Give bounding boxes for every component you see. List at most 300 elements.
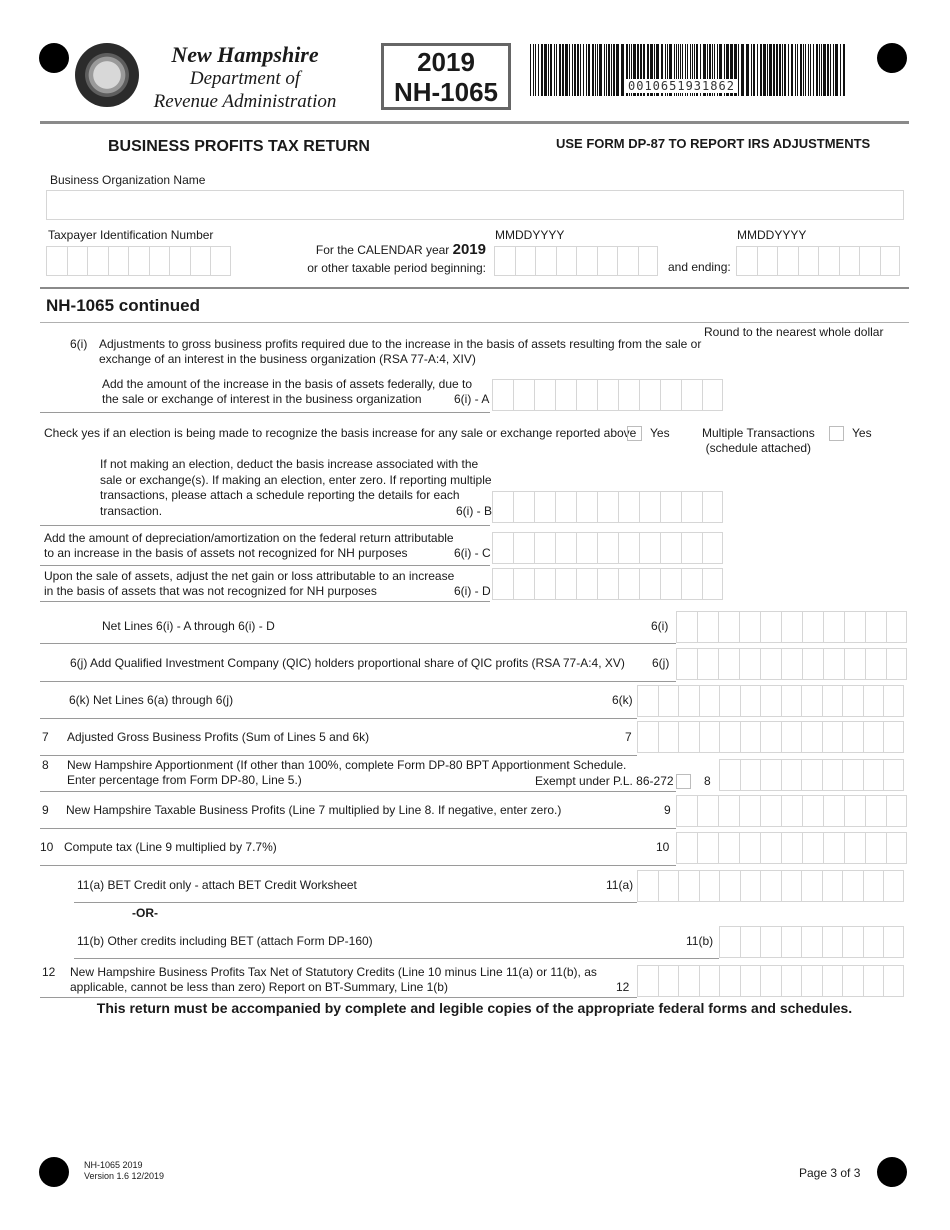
digit-cell[interactable] <box>842 965 863 997</box>
digit-cell[interactable] <box>697 832 718 864</box>
rule-8 <box>40 791 676 792</box>
line-11a-amount-field[interactable] <box>637 870 904 902</box>
digit-cell[interactable] <box>777 246 798 276</box>
rule-6iB <box>40 525 490 526</box>
section-divider <box>40 287 909 289</box>
barcode-bar <box>776 44 778 96</box>
digit-cell[interactable] <box>534 491 555 523</box>
barcode-bar <box>595 44 596 96</box>
barcode-bar <box>803 44 804 96</box>
digit-cell[interactable] <box>169 246 190 276</box>
digit-cell[interactable] <box>660 532 681 564</box>
org-name-label: Business Organization Name <box>50 173 206 187</box>
digit-cell[interactable] <box>781 926 802 958</box>
line-10-amount-field[interactable] <box>676 832 907 864</box>
line-12-amount-field[interactable] <box>637 965 904 997</box>
digit-cell[interactable] <box>801 721 822 753</box>
digit-cell[interactable] <box>781 870 802 902</box>
barcode-bar <box>833 44 834 96</box>
digit-cell[interactable] <box>886 648 907 680</box>
line-6iC-code: 6(i) - C <box>454 546 491 560</box>
barcode-bar <box>797 44 798 96</box>
barcode-bar <box>795 44 796 96</box>
digit-cell[interactable] <box>660 491 681 523</box>
digit-cell[interactable] <box>676 795 697 827</box>
line-6iD-desc-1: Upon the sale of assets, adjust the net gain or loss attributable to an increase <box>44 569 455 583</box>
line-6iA-desc-1: Add the amount of the increase in the basis of assets federally, due to <box>102 377 473 391</box>
net-6i-amount-field[interactable] <box>676 611 907 643</box>
digit-cell[interactable] <box>576 532 597 564</box>
digit-cell[interactable] <box>534 532 555 564</box>
digit-cell[interactable] <box>801 926 822 958</box>
net-6i-description: Net Lines 6(i) - A through 6(i) - D <box>102 619 275 633</box>
line-6k-amount-field[interactable] <box>637 685 904 717</box>
digit-cell[interactable] <box>637 685 658 717</box>
digit-cell[interactable] <box>681 491 702 523</box>
line-6j-code: 6(j) <box>652 656 670 670</box>
digit-cell[interactable] <box>865 795 886 827</box>
digit-cell[interactable] <box>883 759 904 791</box>
registration-mark-top-right <box>877 43 907 73</box>
digit-cell[interactable] <box>760 870 781 902</box>
barcode-bar <box>835 44 838 96</box>
tin-label: Taxpayer Identification Number <box>48 228 214 242</box>
line-9-code: 9 <box>664 803 671 817</box>
digit-cell[interactable] <box>513 491 534 523</box>
federal-forms-notice: This return must be accompanied by complete and legible copies of the appropriate federal forms and schedules. <box>96 1000 853 1016</box>
rule-12 <box>40 997 637 998</box>
barcode-bar <box>608 44 610 96</box>
digit-cell[interactable] <box>678 721 699 753</box>
line-11a-description: 11(a) BET Credit only - attach BET Credit Worksheet <box>77 878 357 892</box>
digit-cell[interactable] <box>718 795 739 827</box>
rule-11a <box>74 902 637 903</box>
barcode-bar <box>813 44 814 96</box>
digit-cell[interactable] <box>859 246 880 276</box>
barcode-bar <box>530 44 531 96</box>
calendar-year-prefix: For the CALENDAR year <box>315 243 453 257</box>
digit-cell[interactable] <box>760 721 781 753</box>
digit-cell[interactable] <box>822 965 843 997</box>
form-year: 2019 <box>417 47 475 77</box>
digit-cell[interactable] <box>822 759 843 791</box>
barcode-bar <box>827 44 829 96</box>
line-6iD-description <box>44 569 454 599</box>
digit-cell[interactable] <box>190 246 211 276</box>
digit-cell[interactable] <box>658 685 679 717</box>
digit-cell[interactable] <box>760 648 781 680</box>
calendar-year-label <box>252 242 486 258</box>
digit-cell[interactable] <box>637 870 658 902</box>
digit-cell[interactable] <box>842 759 863 791</box>
digit-cell[interactable] <box>880 246 901 276</box>
tin-field[interactable] <box>46 246 231 276</box>
digit-cell[interactable] <box>576 379 597 411</box>
digit-cell[interactable] <box>534 568 555 600</box>
digit-cell[interactable] <box>740 870 761 902</box>
digit-cell[interactable] <box>678 965 699 997</box>
multiple-transactions-line-1: Multiple Transactions <box>702 426 815 440</box>
digit-cell[interactable] <box>681 532 702 564</box>
header-divider <box>40 121 909 124</box>
digit-cell[interactable] <box>639 568 660 600</box>
digit-cell[interactable] <box>639 532 660 564</box>
line-9-amount-field[interactable] <box>676 795 907 827</box>
digit-cell[interactable] <box>886 611 907 643</box>
digit-cell[interactable] <box>597 532 618 564</box>
digit-cell[interactable] <box>702 532 723 564</box>
digit-cell[interactable] <box>494 246 515 276</box>
rule-6iD <box>40 601 490 602</box>
digit-cell[interactable] <box>822 926 843 958</box>
digit-cell[interactable] <box>555 568 576 600</box>
digit-cell[interactable] <box>802 648 823 680</box>
line-6iD-desc-2: in the basis of assets that was not recognized for NH purposes <box>44 584 377 598</box>
line-6iB-desc-1: If not making an election, deduct the basis increase associated with the <box>100 457 479 471</box>
digit-cell[interactable] <box>676 832 697 864</box>
barcode-bar <box>753 44 755 96</box>
digit-cell[interactable] <box>823 648 844 680</box>
digit-cell[interactable] <box>149 246 170 276</box>
and-ending-label: and ending: <box>668 260 731 274</box>
digit-cell[interactable] <box>676 611 697 643</box>
digit-cell[interactable] <box>883 870 904 902</box>
digit-cell[interactable] <box>597 246 618 276</box>
line-6j-description: 6(j) Add Qualified Investment Company (QIC) holders proportional share of QIC profits (RSA 77-A:4, XV) <box>70 656 625 670</box>
digit-cell[interactable] <box>801 685 822 717</box>
digit-cell[interactable] <box>638 246 659 276</box>
digit-cell[interactable] <box>699 685 720 717</box>
line-6i-desc-1: Adjustments to gross business profits required due to the increase in the basis of assets resulting from the sale or <box>99 337 702 351</box>
line-9-description: New Hampshire Taxable Business Profits (Line 7 multiplied by Line 8. If negative, enter zero.) <box>66 803 562 817</box>
registration-mark-top-left <box>39 43 69 73</box>
digit-cell[interactable] <box>740 759 761 791</box>
digit-cell[interactable] <box>818 246 839 276</box>
line-6iC-amount-field[interactable] <box>492 532 723 564</box>
line-12-desc-1: New Hampshire Business Profits Tax Net of Statutory Credits (Line 10 minus Line 11(a) or 11(b), as <box>70 965 597 979</box>
digit-cell[interactable] <box>678 870 699 902</box>
barcode-bar <box>805 44 806 96</box>
digit-cell[interactable] <box>658 965 679 997</box>
digit-cell[interactable] <box>801 870 822 902</box>
barcode-bar <box>788 44 789 96</box>
digit-cell[interactable] <box>618 532 639 564</box>
or-separator: -OR- <box>132 906 158 920</box>
digit-cell[interactable] <box>718 832 739 864</box>
digit-cell[interactable] <box>863 870 884 902</box>
state-seal-icon <box>75 43 139 107</box>
digit-cell[interactable] <box>515 246 536 276</box>
line-8-exempt-checkbox[interactable] <box>676 774 691 789</box>
barcode-bar <box>810 44 811 96</box>
digit-cell[interactable] <box>822 685 843 717</box>
line-10-code: 10 <box>656 840 670 854</box>
digit-cell[interactable] <box>844 611 865 643</box>
barcode-bar <box>738 44 739 96</box>
form-year-box <box>381 43 511 110</box>
digit-cell[interactable] <box>618 491 639 523</box>
digit-cell[interactable] <box>718 611 739 643</box>
digit-cell[interactable] <box>697 648 718 680</box>
rule-7 <box>40 755 637 756</box>
rule-6iC <box>40 565 490 566</box>
digit-cell[interactable] <box>781 759 802 791</box>
election-yes-checkbox[interactable] <box>627 426 642 441</box>
digit-cell[interactable] <box>844 832 865 864</box>
digit-cell[interactable] <box>739 648 760 680</box>
digit-cell[interactable] <box>863 685 884 717</box>
digit-cell[interactable] <box>658 870 679 902</box>
digit-cell[interactable] <box>760 759 781 791</box>
digit-cell[interactable] <box>822 870 843 902</box>
digit-cell[interactable] <box>757 246 778 276</box>
digit-cell[interactable] <box>639 491 660 523</box>
multiple-transactions-yes-label: Yes <box>852 426 872 440</box>
digit-cell[interactable] <box>865 648 886 680</box>
digit-cell[interactable] <box>839 246 860 276</box>
digit-cell[interactable] <box>697 611 718 643</box>
digit-cell[interactable] <box>46 246 67 276</box>
digit-cell[interactable] <box>597 568 618 600</box>
multiple-transactions-checkbox[interactable] <box>829 426 844 441</box>
digit-cell[interactable] <box>658 721 679 753</box>
digit-cell[interactable] <box>719 685 740 717</box>
digit-cell[interactable] <box>597 491 618 523</box>
line-8-number: 8 <box>42 758 49 772</box>
digit-cell[interactable] <box>676 648 697 680</box>
digit-cell[interactable] <box>492 568 513 600</box>
line-7-code: 7 <box>625 730 632 744</box>
digit-cell[interactable] <box>128 246 149 276</box>
digit-cell[interactable] <box>513 568 534 600</box>
barcode-bar <box>779 44 781 96</box>
digit-cell[interactable] <box>492 379 513 411</box>
form-number: NH-1065 <box>393 77 499 107</box>
digit-cell[interactable] <box>719 926 740 958</box>
digit-cell[interactable] <box>883 965 904 997</box>
digit-cell[interactable] <box>67 246 88 276</box>
barcode-bar <box>769 44 772 96</box>
digit-cell[interactable] <box>781 795 802 827</box>
digit-cell[interactable] <box>823 795 844 827</box>
line-6iA-desc-2: the sale or exchange of interest in the business organization <box>102 392 422 406</box>
barcode-bar <box>574 44 576 96</box>
digit-cell[interactable] <box>719 721 740 753</box>
digit-cell[interactable] <box>576 568 597 600</box>
digit-cell[interactable] <box>740 685 761 717</box>
digit-cell[interactable] <box>802 832 823 864</box>
line-6k-code: 6(k) <box>612 693 633 707</box>
agency-division: Revenue Administration <box>153 91 337 112</box>
digit-cell[interactable] <box>842 721 863 753</box>
digit-cell[interactable] <box>739 611 760 643</box>
digit-cell[interactable] <box>719 870 740 902</box>
digit-cell[interactable] <box>739 795 760 827</box>
digit-cell[interactable] <box>639 379 660 411</box>
digit-cell[interactable] <box>760 926 781 958</box>
rule-11b <box>74 958 719 959</box>
barcode-bar <box>606 44 607 96</box>
digit-cell[interactable] <box>801 965 822 997</box>
barcode-bar <box>808 44 809 96</box>
digit-cell[interactable] <box>781 832 802 864</box>
digit-cell[interactable] <box>823 611 844 643</box>
digit-cell[interactable] <box>492 532 513 564</box>
barcode-bar <box>533 44 534 96</box>
digit-cell[interactable] <box>535 246 556 276</box>
end-date-format: MMDDYYYY <box>737 228 807 242</box>
digit-cell[interactable] <box>886 795 907 827</box>
digit-cell[interactable] <box>210 246 231 276</box>
line-7-amount-field[interactable] <box>637 721 904 753</box>
digit-cell[interactable] <box>660 379 681 411</box>
digit-cell[interactable] <box>637 965 658 997</box>
digit-cell[interactable] <box>681 568 702 600</box>
period-begin-date-field[interactable] <box>494 246 658 276</box>
digit-cell[interactable] <box>678 685 699 717</box>
digit-cell[interactable] <box>865 611 886 643</box>
line-8-desc-1: New Hampshire Apportionment (If other than 100%, complete Form DP-80 BPT Apportionment Schedule. <box>67 758 627 772</box>
line-6iB-amount-field[interactable] <box>492 491 723 523</box>
digit-cell[interactable] <box>842 926 863 958</box>
barcode-bar <box>816 44 818 96</box>
digit-cell[interactable] <box>699 965 720 997</box>
digit-cell[interactable] <box>740 965 761 997</box>
digit-cell[interactable] <box>760 965 781 997</box>
digit-cell[interactable] <box>556 246 577 276</box>
digit-cell[interactable] <box>555 491 576 523</box>
line-6iA-amount-field[interactable] <box>492 379 723 411</box>
digit-cell[interactable] <box>802 795 823 827</box>
digit-cell[interactable] <box>576 246 597 276</box>
digit-cell[interactable] <box>513 532 534 564</box>
digit-cell[interactable] <box>781 965 802 997</box>
barcode-bar <box>616 44 619 96</box>
digit-cell[interactable] <box>801 759 822 791</box>
barcode-bar <box>541 44 543 96</box>
digit-cell[interactable] <box>740 926 761 958</box>
digit-cell[interactable] <box>760 795 781 827</box>
digit-cell[interactable] <box>802 611 823 643</box>
line-6j-amount-field[interactable] <box>676 648 907 680</box>
digit-cell[interactable] <box>886 832 907 864</box>
digit-cell[interactable] <box>739 832 760 864</box>
line-6iC-desc-1: Add the amount of depreciation/amortization on the federal return attributable <box>44 531 454 545</box>
digit-cell[interactable] <box>844 795 865 827</box>
digit-cell[interactable] <box>555 379 576 411</box>
barcode-bar <box>746 44 749 96</box>
line-8-percentage-field[interactable] <box>719 759 904 791</box>
digit-cell[interactable] <box>883 926 904 958</box>
section-title: NH-1065 continued <box>46 296 200 315</box>
digit-cell[interactable] <box>740 721 761 753</box>
digit-cell[interactable] <box>736 246 757 276</box>
digit-cell[interactable] <box>492 491 513 523</box>
barcode-bar <box>760 44 762 96</box>
digit-cell[interactable] <box>883 685 904 717</box>
barcode-bar <box>791 44 793 96</box>
digit-cell[interactable] <box>718 648 739 680</box>
digit-cell[interactable] <box>702 379 723 411</box>
digit-cell[interactable] <box>618 568 639 600</box>
footer-version: Version 1.6 12/2019 <box>84 1171 165 1181</box>
line-8-code: 8 <box>704 774 711 788</box>
digit-cell[interactable] <box>617 246 638 276</box>
digit-cell[interactable] <box>760 832 781 864</box>
digit-cell[interactable] <box>781 611 802 643</box>
digit-cell[interactable] <box>863 926 884 958</box>
digit-cell[interactable] <box>660 568 681 600</box>
line-11b-description: 11(b) Other credits including BET (attach Form DP-160) <box>77 934 373 948</box>
multiple-transactions-label <box>702 426 815 456</box>
line-6iB-desc-4: transaction. <box>100 503 163 518</box>
registration-mark-bottom-right <box>877 1157 907 1187</box>
digit-cell[interactable] <box>760 611 781 643</box>
digit-cell[interactable] <box>576 491 597 523</box>
digit-cell[interactable] <box>781 648 802 680</box>
org-name-field[interactable] <box>46 190 904 220</box>
digit-cell[interactable] <box>842 870 863 902</box>
digit-cell[interactable] <box>699 721 720 753</box>
barcode-bar <box>559 44 561 96</box>
digit-cell[interactable] <box>865 832 886 864</box>
digit-cell[interactable] <box>760 685 781 717</box>
digit-cell[interactable] <box>697 795 718 827</box>
digit-cell[interactable] <box>823 832 844 864</box>
digit-cell[interactable] <box>719 965 740 997</box>
rule-6j <box>40 681 676 682</box>
barcode-bar <box>613 44 615 96</box>
digit-cell[interactable] <box>702 568 723 600</box>
digit-cell[interactable] <box>863 721 884 753</box>
digit-cell[interactable] <box>87 246 108 276</box>
digit-cell[interactable] <box>822 721 843 753</box>
line-11b-amount-field[interactable] <box>719 926 904 958</box>
digit-cell[interactable] <box>781 721 802 753</box>
digit-cell[interactable] <box>534 379 555 411</box>
election-yes-label: Yes <box>650 426 670 440</box>
digit-cell[interactable] <box>555 532 576 564</box>
digit-cell[interactable] <box>844 648 865 680</box>
digit-cell[interactable] <box>597 379 618 411</box>
period-end-date-field[interactable] <box>736 246 900 276</box>
digit-cell[interactable] <box>719 759 740 791</box>
digit-cell[interactable] <box>108 246 129 276</box>
agency-name: New Hampshire <box>171 42 319 67</box>
line-6iD-amount-field[interactable] <box>492 568 723 600</box>
barcode-bar <box>550 44 552 96</box>
digit-cell[interactable] <box>798 246 819 276</box>
irs-adjustments-note: USE FORM DP-87 TO REPORT IRS ADJUSTMENTS <box>556 136 871 151</box>
digit-cell[interactable] <box>681 379 702 411</box>
line-6iD-code: 6(i) - D <box>454 584 491 598</box>
barcode-bar <box>597 44 598 96</box>
digit-cell[interactable] <box>781 685 802 717</box>
digit-cell[interactable] <box>842 685 863 717</box>
digit-cell[interactable] <box>513 379 534 411</box>
line-6i-description <box>99 337 701 367</box>
digit-cell[interactable] <box>637 721 658 753</box>
digit-cell[interactable] <box>702 491 723 523</box>
digit-cell[interactable] <box>618 379 639 411</box>
digit-cell[interactable] <box>883 721 904 753</box>
digit-cell[interactable] <box>699 870 720 902</box>
line-6iA-description <box>102 377 472 407</box>
digit-cell[interactable] <box>863 965 884 997</box>
barcode-bar <box>548 44 549 96</box>
digit-cell[interactable] <box>863 759 884 791</box>
line-6i-desc-2: exchange of an interest in the business organization (RSA 77-A:4, XIV) <box>99 352 476 366</box>
